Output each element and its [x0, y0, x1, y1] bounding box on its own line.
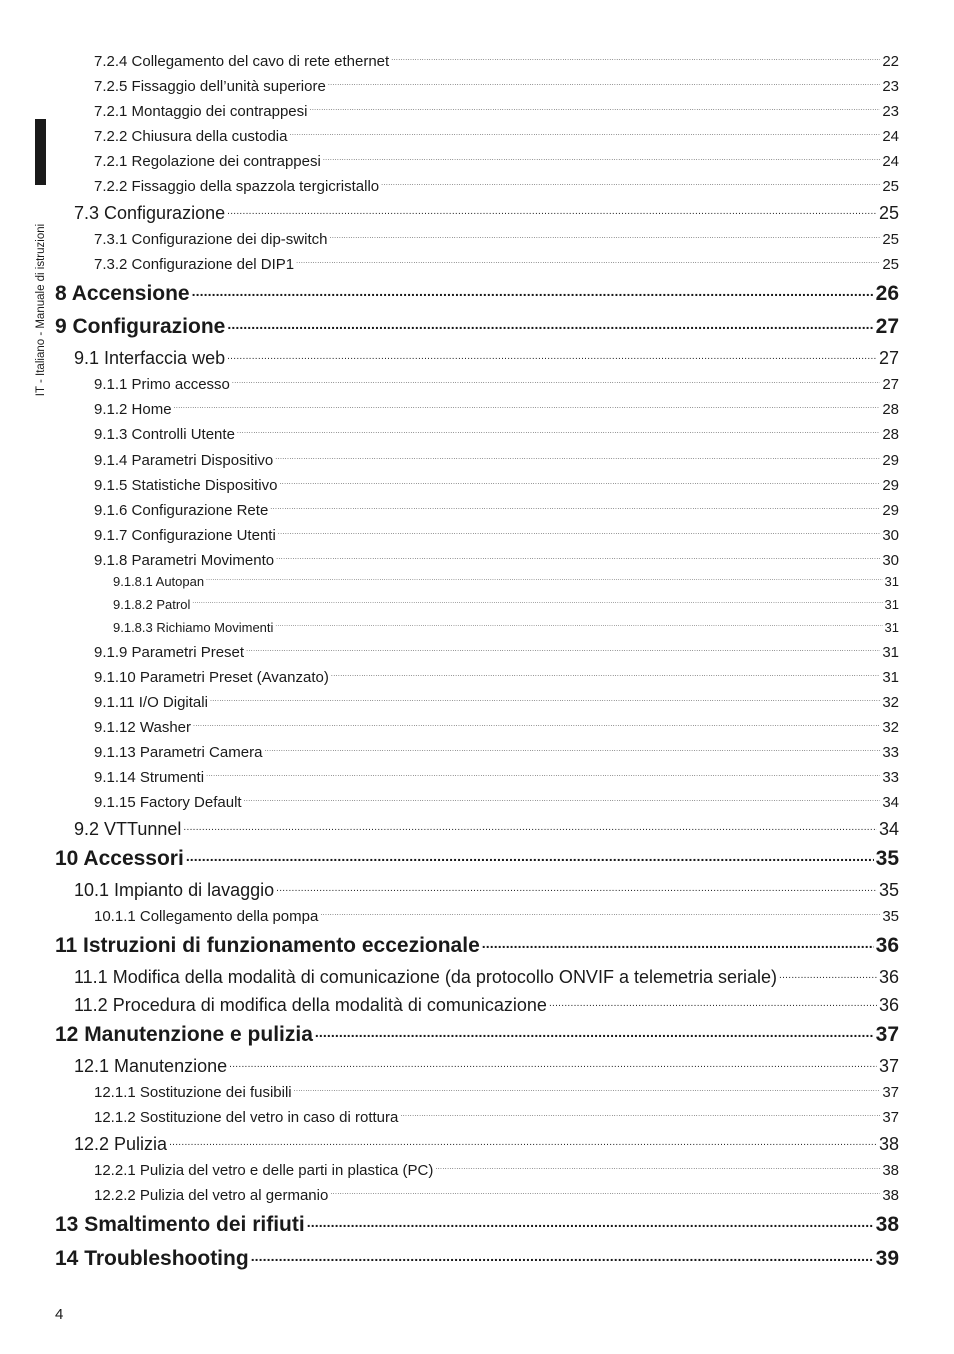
toc-dot-leader	[276, 878, 877, 896]
toc-dot-leader	[315, 1020, 874, 1041]
toc-entry-title: 9.1.8.3 Richiamo Movimenti	[113, 620, 274, 635]
toc-dot-leader	[391, 51, 880, 66]
toc-entry[interactable]	[94, 176, 899, 198]
toc-dot-leader	[289, 126, 880, 141]
toc-entry[interactable]	[74, 993, 899, 1019]
toc-dot-leader	[183, 817, 877, 835]
toc-dot-leader	[549, 993, 877, 1011]
toc-dot-leader	[307, 1210, 874, 1231]
toc-entry-title: 9.1.8.2 Patrol	[113, 597, 191, 612]
toc-entry[interactable]	[74, 1054, 899, 1080]
toc-entry-title: 7.2.4 Collegamento del cavo di rete ethernet	[94, 53, 390, 70]
toc-entry-page: 38	[878, 1134, 899, 1154]
toc-entry[interactable]	[55, 1244, 899, 1274]
toc-entry[interactable]	[94, 667, 899, 689]
toc-entry[interactable]	[55, 1020, 899, 1050]
toc-entry[interactable]	[74, 201, 899, 227]
toc-entry[interactable]	[94, 1107, 899, 1129]
toc-dot-leader	[275, 619, 882, 632]
toc-entry-title: 9.1.8 Parametri Movimento	[94, 552, 275, 569]
toc-entry-title: 9.1 Interfaccia web	[74, 348, 226, 368]
toc-entry[interactable]	[94, 101, 899, 123]
toc-entry[interactable]	[94, 424, 899, 446]
toc-entry-page: 32	[882, 694, 899, 711]
toc-dot-leader	[320, 906, 880, 921]
toc-entry[interactable]	[94, 692, 899, 714]
toc-dot-leader	[276, 550, 880, 565]
toc-entry-title: 11.1 Modifica della modalità di comunicazione (da protocollo ONVIF a telemetria seriale)	[74, 967, 778, 987]
toc-entry-title: 9.1.9 Parametri Preset	[94, 644, 245, 661]
toc-entry-page: 26	[875, 282, 899, 305]
toc-entry[interactable]	[94, 229, 899, 251]
toc-entry-title: 7.3.1 Configurazione dei dip-switch	[94, 231, 328, 248]
toc-entry[interactable]	[94, 525, 899, 547]
toc-entry-page: 36	[878, 967, 899, 987]
toc-entry-title: 9.1.8.1 Autopan	[113, 574, 205, 589]
toc-dot-leader	[227, 312, 873, 333]
toc-entry-page: 32	[882, 719, 899, 736]
toc-entry[interactable]	[94, 642, 899, 664]
toc-entry-title: 9.1.12 Washer	[94, 719, 191, 736]
toc-entry-title: 12.2 Pulizia	[74, 1134, 168, 1154]
toc-entry-page: 25	[882, 178, 899, 195]
toc-entry-page: 35	[875, 847, 899, 870]
toc-entry-page: 28	[882, 426, 899, 443]
toc-dot-leader	[482, 931, 874, 952]
toc-entry[interactable]	[94, 1082, 899, 1104]
toc-entry-page: 36	[875, 934, 899, 957]
toc-dot-leader	[206, 767, 880, 782]
toc-entry[interactable]	[113, 573, 899, 593]
toc-dot-leader	[323, 151, 880, 166]
toc-dot-leader	[174, 399, 881, 414]
toc-entry-page: 38	[882, 1187, 899, 1204]
toc-dot-leader	[329, 229, 880, 244]
toc-entry[interactable]	[94, 742, 899, 764]
toc-dot-leader	[244, 792, 881, 807]
toc-dot-leader	[275, 450, 880, 465]
toc-dot-leader	[210, 692, 880, 707]
toc-entry-page: 35	[878, 880, 899, 900]
toc-entry-title: 9.1.2 Home	[94, 401, 172, 418]
toc-entry[interactable]	[94, 1185, 899, 1207]
toc-entry-title: 9 Configurazione	[55, 315, 226, 338]
toc-entry-title: 7.2.1 Regolazione dei contrappesi	[94, 153, 321, 170]
toc-entry-page: 27	[882, 376, 899, 393]
toc-entry-title: 7.3.2 Configurazione del DIP1	[94, 256, 295, 273]
toc-entry-page: 24	[882, 153, 899, 170]
toc-entry-page: 29	[882, 502, 899, 519]
toc-entry[interactable]	[55, 279, 899, 309]
toc-entry-page: 27	[878, 348, 899, 368]
toc-entry-title: 9.1.4 Parametri Dispositivo	[94, 452, 274, 469]
toc-entry[interactable]	[94, 151, 899, 173]
toc-entry-title: 9.1.3 Controlli Utente	[94, 426, 235, 443]
toc-entry[interactable]	[94, 500, 899, 522]
toc-entry[interactable]	[94, 792, 899, 814]
page-number: 4	[55, 1306, 64, 1323]
toc-entry-page: 31	[884, 574, 899, 589]
toc-entry[interactable]	[94, 126, 899, 148]
toc-entry-page: 31	[882, 669, 899, 686]
toc-entry[interactable]	[74, 817, 899, 843]
toc-dot-leader	[251, 1244, 874, 1265]
toc-entry-title: 10.1.1 Collegamento della pompa	[94, 908, 319, 925]
toc-entry-title: 12.1 Manutenzione	[74, 1056, 228, 1076]
toc-entry-title: 10 Accessori	[55, 847, 184, 870]
toc-entry[interactable]	[94, 1160, 899, 1182]
toc-dot-leader	[193, 717, 880, 732]
toc-entry-title: 14 Troubleshooting	[55, 1247, 249, 1270]
toc-entry-title: 7.2.1 Montaggio dei contrappesi	[94, 103, 308, 120]
toc-entry[interactable]	[94, 475, 899, 497]
toc-entry[interactable]	[94, 399, 899, 421]
toc-entry-title: 12.2.1 Pulizia del vetro e delle parti in plastica (PC)	[94, 1162, 434, 1179]
toc-entry-page: 33	[882, 769, 899, 786]
toc-dot-leader	[294, 1082, 881, 1097]
toc-dot-leader	[330, 1185, 880, 1200]
toc-entry-title: 9.1.5 Statistiche Dispositivo	[94, 477, 278, 494]
toc-entry-title: 12.1.2 Sostituzione del vetro in caso di rottura	[94, 1109, 399, 1126]
toc-entry-page: 33	[882, 744, 899, 761]
toc-dot-leader	[779, 965, 877, 983]
toc-entry-title: 9.1.11 I/O Digitali	[94, 694, 208, 711]
toc-entry[interactable]	[74, 346, 899, 372]
toc-dot-leader	[227, 346, 877, 364]
side-section-label: IT - Italiano - Manuale di istruzioni	[35, 223, 47, 397]
toc-entry[interactable]	[94, 717, 899, 739]
toc-entry[interactable]	[55, 844, 899, 874]
toc-dot-leader	[227, 201, 877, 219]
toc-entry-title: 12.2.2 Pulizia del vetro al germanio	[94, 1187, 329, 1204]
toc-dot-leader	[232, 374, 880, 389]
toc-entry-title: 9.1.15 Factory Default	[94, 794, 242, 811]
toc-entry-title: 11.2 Procedura di modifica della modalità di comunicazione	[74, 995, 547, 1015]
toc-entry-page: 30	[882, 527, 899, 544]
toc-entry-page: 23	[882, 103, 899, 120]
toc-entry-page: 39	[875, 1247, 899, 1270]
toc-entry-page: 31	[884, 597, 899, 612]
toc-dot-leader	[400, 1107, 880, 1122]
toc-entry-page: 28	[882, 401, 899, 418]
toc-entry-page: 25	[882, 256, 899, 273]
toc-dot-leader	[192, 596, 882, 609]
toc-entry-page: 37	[882, 1109, 899, 1126]
toc-entry-page: 34	[882, 794, 899, 811]
toc-entry-page: 38	[875, 1213, 899, 1236]
toc-entry-title: 9.1.6 Configurazione Rete	[94, 502, 269, 519]
toc-entry-page: 37	[878, 1056, 899, 1076]
toc-entry[interactable]	[94, 767, 899, 789]
toc-entry-title: 9.1.10 Parametri Preset (Avanzato)	[94, 669, 329, 686]
toc-entry[interactable]	[94, 254, 899, 276]
toc-entry-page: 25	[878, 203, 899, 223]
toc-entry-page: 38	[882, 1162, 899, 1179]
toc-entry-title: 9.2 VTTunnel	[74, 819, 182, 839]
toc-dot-leader	[229, 1054, 877, 1072]
toc-dot-leader	[264, 742, 880, 757]
toc-entry[interactable]	[94, 450, 899, 472]
toc-entry-page: 30	[882, 552, 899, 569]
toc-dot-leader	[270, 500, 880, 515]
toc-dot-leader	[278, 525, 881, 540]
toc-entry-page: 27	[875, 315, 899, 338]
toc-entry[interactable]	[113, 596, 899, 616]
toc-entry-title: 11 Istruzioni di funzionamento eccezionale	[55, 934, 480, 957]
toc-entry-title: 7.3 Configurazione	[74, 203, 226, 223]
toc-dot-leader	[237, 424, 880, 439]
toc-entry[interactable]	[94, 550, 899, 572]
toc-entry[interactable]	[55, 931, 899, 961]
toc-entry-title: 7.2.2 Fissaggio della spazzola tergicristallo	[94, 178, 380, 195]
toc-dot-leader	[435, 1160, 880, 1175]
toc-entry-page: 22	[882, 53, 899, 70]
toc-dot-leader	[331, 667, 880, 682]
toc-entry-title: 12 Manutenzione e pulizia	[55, 1023, 313, 1046]
toc-entry-title: 10.1 Impianto di lavaggio	[74, 880, 275, 900]
toc-entry-title: 9.1.7 Configurazione Utenti	[94, 527, 276, 544]
toc-entry-page: 31	[882, 644, 899, 661]
toc-entry-title: 13 Smaltimento dei rifiuti	[55, 1213, 305, 1236]
toc-dot-leader	[206, 573, 882, 586]
toc-entry-page: 29	[882, 477, 899, 494]
toc-entry-page: 35	[882, 908, 899, 925]
toc-entry-page: 37	[875, 1023, 899, 1046]
toc-entry-page: 25	[882, 231, 899, 248]
toc-entry-page: 36	[878, 995, 899, 1015]
toc-dot-leader	[246, 642, 880, 657]
toc-dot-leader	[296, 254, 880, 269]
toc-entry[interactable]	[74, 878, 899, 904]
toc-entry-title: 12.1.1 Sostituzione dei fusibili	[94, 1084, 292, 1101]
toc-dot-leader	[381, 176, 880, 191]
toc-entry-title: 9.1.14 Strumenti	[94, 769, 205, 786]
toc-entry-title: 7.2.5 Fissaggio dell’unità superiore	[94, 78, 326, 95]
toc-entry-page: 24	[882, 128, 899, 145]
toc-entry[interactable]	[94, 906, 899, 928]
toc-entry[interactable]	[55, 1210, 899, 1240]
toc-dot-leader	[309, 101, 880, 116]
toc-entry-title: 9.1.13 Parametri Camera	[94, 744, 263, 761]
toc-dot-leader	[186, 844, 874, 865]
toc-entry[interactable]	[55, 312, 899, 342]
toc-entry-page: 31	[884, 620, 899, 635]
toc-entry-page: 29	[882, 452, 899, 469]
toc-entry-title: 8 Accensione	[55, 282, 190, 305]
toc-dot-leader	[169, 1132, 877, 1150]
toc-entry[interactable]	[74, 1132, 899, 1158]
toc-entry[interactable]	[94, 51, 899, 73]
toc-dot-leader	[328, 76, 881, 91]
toc-entry-title: 7.2.2 Chiusura della custodia	[94, 128, 288, 145]
toc-entry[interactable]	[94, 76, 899, 98]
toc-entry[interactable]	[74, 965, 899, 991]
toc-entry[interactable]	[94, 374, 899, 396]
toc-entry-page: 23	[882, 78, 899, 95]
toc-entry-title: 9.1.1 Primo accesso	[94, 376, 230, 393]
toc-entry-page: 34	[878, 819, 899, 839]
toc-entry-page: 37	[882, 1084, 899, 1101]
toc-dot-leader	[279, 475, 880, 490]
toc-entry[interactable]	[113, 619, 899, 639]
toc-dot-leader	[192, 279, 874, 300]
